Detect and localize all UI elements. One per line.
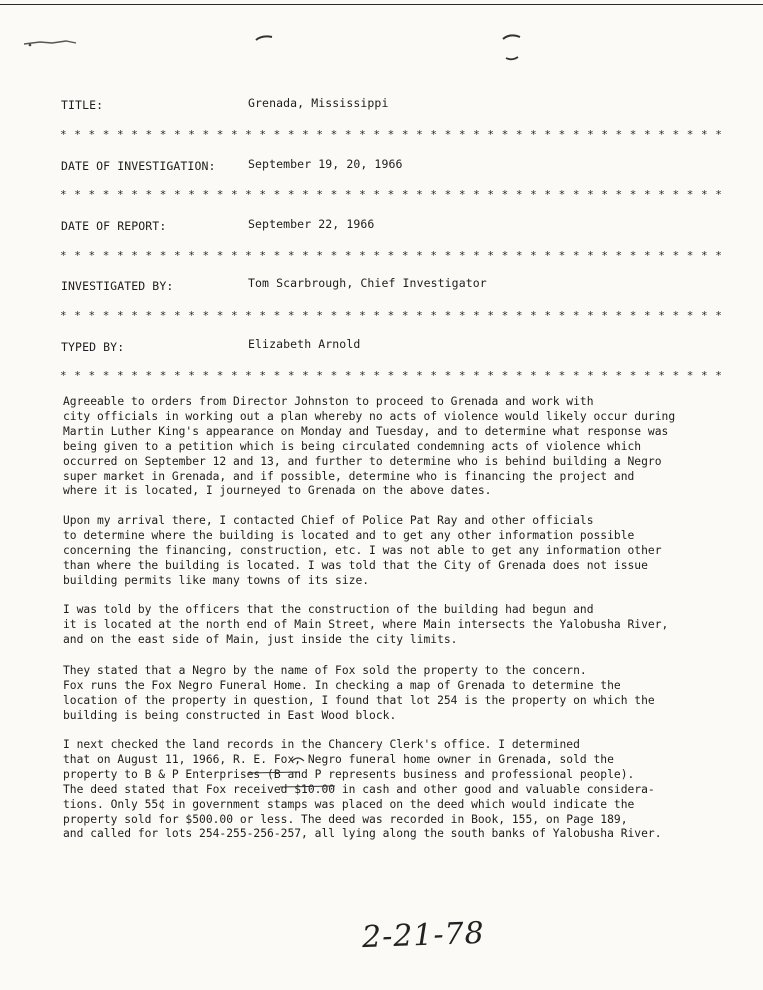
paragraph-line: and called for lots 254-255-256-257, all lying along the south banks of Yalobusha River. [63,827,662,841]
paragraph-line: The deed stated that Fox received $10.00 in cash and other good and valuable considera- [63,782,655,796]
paragraph-line: city officials in working out a plan whereby no acts of violence would likely occur during [63,409,676,423]
paragraph-line: property sold for $500.00 or less. The deed was recorded in Book, 155, on Page 189, [63,812,628,826]
paragraph-line: super market in Grenada, and if possible, determine who is financing the project and [63,469,635,483]
paragraph-3 [63,603,743,648]
date-of-report-label: DATE OF REPORT: [61,219,167,233]
paragraph-line: tions. Only 55¢ in government stamps was placed on the deed which would indicate the [63,797,635,811]
paragraph-line: that on August 11, 1966, R. E. Fox, Negro funeral home owner in Grenada, sold the [63,752,614,766]
page-top-border [0,4,763,5]
paragraph-2 [63,514,743,589]
investigated-by-value: Tom Scarbrough, Chief Investigator [248,276,487,290]
paragraph-line: than where the building is located. I was told that the City of Grenada does not issue [63,558,648,572]
paragraph-line: to determine where the building is located and to get any other information possible [63,528,635,542]
paragraph-line: occurred on September 12 and 13, and further to determine who is behind building a Negro [63,454,662,468]
pen-annotation [240,755,360,805]
paragraph-line: Upon my arrival there, I contacted Chief of Police Pat Ray and other officials [63,514,594,527]
separator-1: * * * * * * * * * * * * * * * * * * * * * * * * * * * * * * * * * * * * * * * * * * * * * * * [60,128,723,141]
separator-2: * * * * * * * * * * * * * * * * * * * * * * * * * * * * * * * * * * * * * * * * * * * * * * * [60,188,723,201]
scan-mark-right [500,30,524,64]
title-label: TITLE: [61,98,104,112]
scan-mark-center [254,32,274,44]
paragraph-line: and on the east side of Main, just inside the city limits. [63,632,458,646]
separator-4: * * * * * * * * * * * * * * * * * * * * * * * * * * * * * * * * * * * * * * * * * * * * * * * [60,309,723,322]
typed-by-value: Elizabeth Arnold [248,337,361,351]
scan-smudge-left [22,36,78,50]
paragraph-line: property to B & P Enterprises (B and P represents business and professional people). [63,767,635,781]
paragraph-line: it is located at the north end of Main Street, where Main intersects the Yalobusha River, [63,617,669,631]
handwritten-date-note: 2-21-78 [361,915,486,956]
typed-by-label: TYPED BY: [61,340,125,354]
paragraph-line: building is being constructed in East Wood block. [63,708,397,722]
paragraph-line: building permits like many towns of its size. [63,573,370,587]
date-of-investigation-value: September 19, 20, 1966 [248,157,403,171]
paragraph-line: Martin Luther King's appearance on Monday and Tuesday, and to determine what response was [63,424,669,438]
paragraph-line: They stated that a Negro by the name of Fox sold the property to the concern. [63,664,587,677]
investigated-by-label: INVESTIGATED BY: [61,279,174,293]
paragraph-4 [63,664,743,724]
title-value: Grenada, Mississippi [248,96,389,110]
paragraph-line: I was told by the officers that the construction of the building had begun and [63,603,594,616]
separator-3: * * * * * * * * * * * * * * * * * * * * * * * * * * * * * * * * * * * * * * * * * * * * * * * [60,249,723,262]
paragraph-line: I next checked the land records in the Chancery Clerk's office. I determined [63,738,580,751]
separator-5: * * * * * * * * * * * * * * * * * * * * * * * * * * * * * * * * * * * * * * * * * * * * * * * [60,369,723,382]
date-of-investigation-label: DATE OF INVESTIGATION: [61,159,216,173]
paragraph-line: Fox runs the Fox Negro Funeral Home. In checking a map of Grenada to determine the [63,678,621,692]
paragraph-line: where it is located, I journeyed to Grenada on the above dates. [63,484,492,498]
paragraph-line: location of the property in question, I found that lot 254 is the property on which the [63,693,655,707]
paragraph-line: being given to a petition which is being circulated condemning acts of violence which [63,439,642,453]
date-of-report-value: September 22, 1966 [248,217,375,231]
paragraph-5 [63,738,743,842]
paragraph-line: concerning the financing, construction, etc. I was not able to get any information other [63,543,662,557]
paragraph-line: Agreeable to orders from Director Johnston to proceed to Grenada and work with [63,395,594,408]
paragraph-1 [63,395,743,499]
